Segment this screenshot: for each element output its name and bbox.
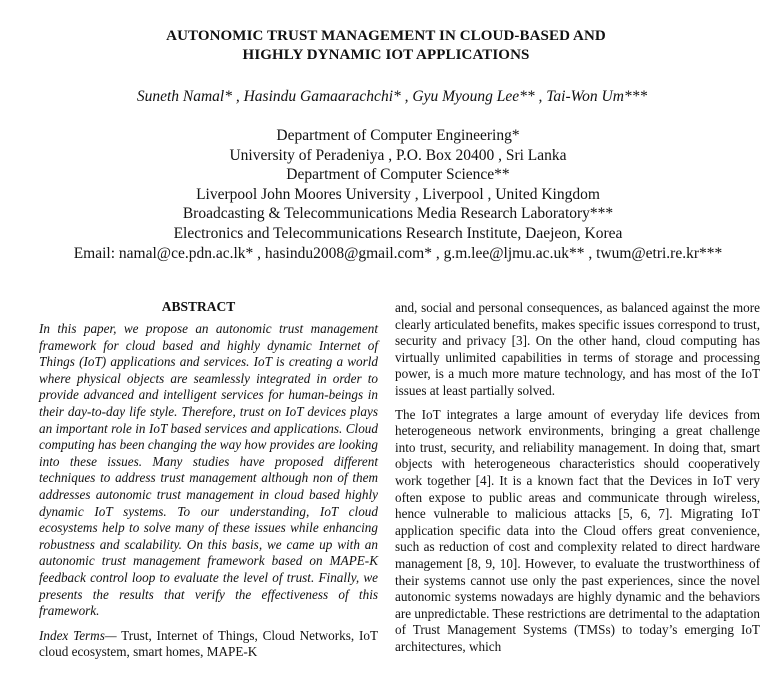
index-terms-label: Index Terms— [39,627,117,643]
body-paragraph: and, social and personal consequences, as balanced against the more clearly articulated benefits, makes specific issues correspond to trust, security and privacy [3]. On the other hand, cloud computing has virtually unlimited capabilities in terms of storage and processing power, is a much more mature technology, and has most of the IoT issues at least partially solved. [395,300,760,398]
affiliations [0,126,768,263]
affiliation-line: Broadcasting & Telecommunications Media Research Laboratory*** [182,205,614,223]
affiliation-line: Department of Computer Science** [286,166,510,184]
left-column [39,298,378,661]
abstract-body: In this paper, we propose an autonomic trust management framework for cloud based and highly dynamic Internet of Things (IoT) applications and services. IoT is creating a world where physical objects are seamlessly integrated in order to provide advanced and intelligent services for human-beings in their day-to-day life style. Therefore, trust on IoT devices plays an important role in IoT based services and applications. Cloud computing has been changing the way how provides are looking into these issues. Many studies have proposed different techniques to address trust management although non of them addresses autonomic trust management in cloud based highly dynamic IoT systems. To our understanding, IoT cloud ecosystems help to solve many of these issues while enhancing robustness and scalability. On this basis, we came up with an autonomic trust management framework based on MAPE-K feedback control loop to evaluate the level of trust. Finally, we presents the results that verify the effectiveness of this framework. [39,321,378,619]
index-terms-list: Trust, Internet of Things, Cloud Networks, IoT cloud ecosystem, smart homes, MAPE-K [39,627,378,660]
body-paragraph: The IoT integrates a large amount of everyday life devices from heterogeneous network environments, bringing a great challenge into trust, security, and reliability management. In doing that, smart objects with heterogeneous characteristics should cooperatively work together [4]. It is a known fact that the Devices in IoT very often expose to public areas and communicate through wireless, hence vulnerable to malicious attacks [5, 6, 7]. Migrating IoT application specific data into the Cloud offers great convenience, such as reduction of cost and complexity related to direct hardware management [8, 9, 10]. However, to evaluate the trustworthiness of their systems cannot use only the past experiences, since the novel autonomic systems nowadays are highly dynamic and the behaviors are unpredictable. These restrictions are detrimental to the adaptation of Trust Management Systems (TMSs) to today’s emerging IoT architectures, which [395,406,760,654]
affiliation-line: Department of Computer Engineering* [276,127,520,144]
abstract-heading: ABSTRACT [161,299,236,314]
affiliation-line: Liverpool John Moores University , Liverpool , United Kingdom [196,185,600,203]
title-line-1: AUTONOMIC TRUST MANAGEMENT IN CLOUD-BASED AND [166,28,606,44]
title-line-2: HIGHLY DYNAMIC IOT APPLICATIONS [242,47,530,63]
email-line: Email: namal@ce.pdn.ac.lk* , hasindu2008@gmail.com* , g.m.lee@ljmu.ac.uk** , twum@etri.re.kr*** [73,244,723,262]
author-list: Suneth Namal* , Hasindu Gamaarachchi* , Gyu Myoung Lee** , Tai-Won Um*** [136,88,648,105]
paper-title [0,27,768,65]
affiliation-line: University of Peradeniya , P.O. Box 20400 , Sri Lanka [229,146,567,164]
right-column [395,300,760,662]
index-terms [39,628,378,661]
affiliation-line: Electronics and Telecommunications Research Institute, Daejeon, Korea [173,224,623,242]
